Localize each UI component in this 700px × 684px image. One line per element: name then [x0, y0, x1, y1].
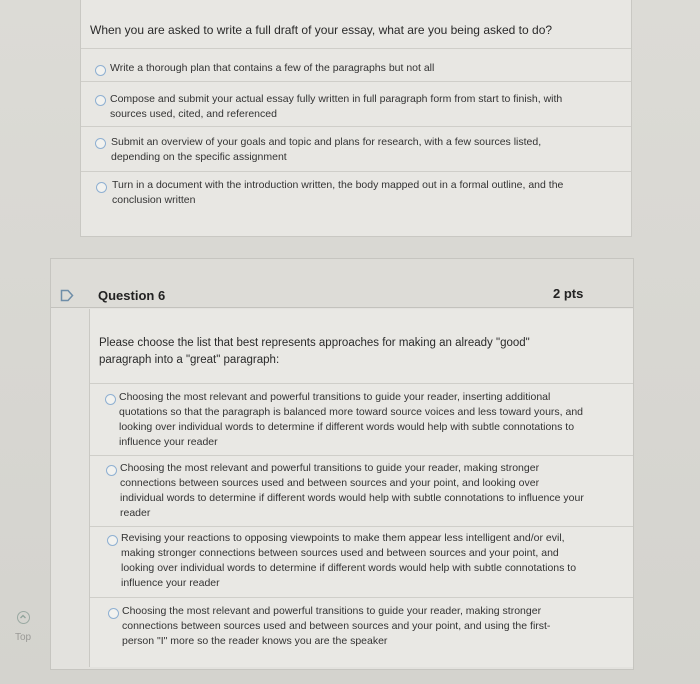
question-5-card [80, 0, 632, 237]
question-6-text: Please choose the list that best represents approaches for making an already "good" paragraph into a "great" paragraph: [99, 337, 530, 366]
question-header [51, 259, 633, 308]
answer-label: Choosing the most relevant and powerful transitions to guide your reader, making stronger connections between sources used and between sources and your point, and looking over individual words to determine if different words would help with subtle connotations to influence your reader [120, 462, 584, 519]
question-title: Question 6 [98, 288, 166, 303]
question-5-text: When you are asked to write a full draft of your essay, what are you being asked to do? [90, 23, 553, 37]
divider [90, 597, 633, 598]
divider [81, 126, 631, 127]
question-6-card [50, 258, 634, 670]
radio-button[interactable] [106, 465, 117, 476]
radio-button[interactable] [105, 394, 116, 405]
question-body [89, 309, 633, 667]
chevron-up-circle-icon [17, 611, 30, 624]
answer-label: Write a thorough plan that contains a few of the paragraphs but not all [110, 62, 435, 74]
divider [81, 48, 631, 49]
radio-button[interactable] [95, 138, 106, 149]
divider [81, 171, 631, 172]
scroll-top-button[interactable] [10, 611, 36, 643]
scroll-top-label: Top [14, 632, 32, 643]
answer-label: Turn in a document with the introduction written, the body mapped out in a formal outline, and the conclusion written [112, 179, 564, 206]
answer-label: Revising your reactions to opposing viewpoints to make them appear less intelligent and/or evil, making stronger connections between sources used and between sources and your point, and looking over individual words to determine if different words would help with subtle connotations to influence your reader [121, 532, 577, 589]
radio-button[interactable] [107, 535, 118, 546]
flag-question-icon[interactable] [60, 289, 74, 302]
divider [90, 455, 633, 456]
radio-button[interactable] [95, 65, 106, 76]
radio-button[interactable] [96, 182, 107, 193]
divider [90, 526, 633, 527]
divider [81, 81, 631, 82]
answer-label: Compose and submit your actual essay fully written in full paragraph form from start to finish, with sources used, cited, and referenced [110, 93, 563, 120]
radio-button[interactable] [95, 95, 106, 106]
divider [90, 383, 633, 384]
radio-button[interactable] [108, 608, 119, 619]
answer-label: Choosing the most relevant and powerful transitions to guide your reader, inserting additional quotations so that the paragraph is balanced more toward source voices and less toward yours, and looking over individual words to determine if different words would help with subtle connotations to influence your reader [119, 391, 584, 448]
answer-label: Choosing the most relevant and powerful transitions to guide your reader, making stronger connections between sources used and between sources and your point, and using the first-person "I" more so the reader knows you are the speaker [122, 605, 551, 647]
question-points: 2 pts [553, 286, 584, 301]
answer-label: Submit an overview of your goals and topic and plans for research, with a few sources listed, depending on the specific assignment [111, 136, 542, 163]
